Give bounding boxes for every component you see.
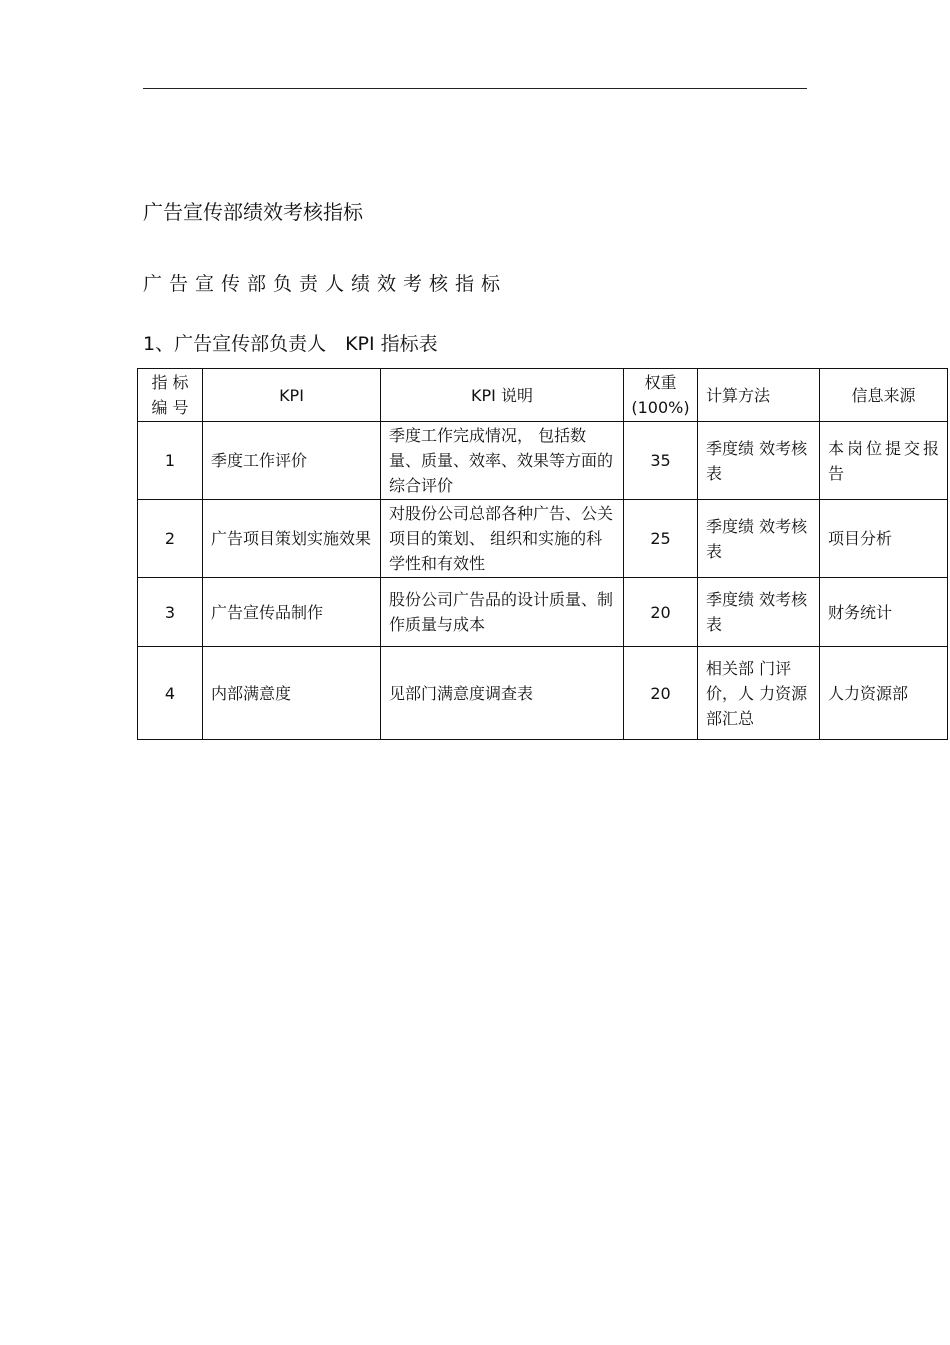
header-rule [143, 88, 807, 89]
header-description: KPI 说明 [381, 369, 624, 422]
cell-index: 3 [138, 578, 203, 647]
table-row [138, 647, 948, 740]
header-weight [624, 369, 698, 422]
header-index-line-2: 编 号 [151, 398, 189, 417]
cell-kpi: 广告项目策划实施效果 [203, 500, 381, 578]
cell-source: 财务统计 [820, 578, 948, 647]
table-header-row [138, 369, 948, 422]
header-source: 信息来源 [820, 369, 948, 422]
cell-weight: 20 [624, 647, 698, 740]
cell-method: 季度绩 效考核表 [698, 422, 820, 500]
table-caption: 1、广告宣传部负责人 KPI 指标表 [143, 333, 438, 355]
cell-kpi: 内部满意度 [203, 647, 381, 740]
cell-weight: 20 [624, 578, 698, 647]
cell-weight: 25 [624, 500, 698, 578]
header-kpi: KPI [203, 369, 381, 422]
header-weight-line-1: 权重 [644, 373, 677, 392]
header-index-line-1: 指 标 [151, 373, 189, 392]
table-row [138, 422, 948, 500]
cell-kpi: 广告宣传品制作 [203, 578, 381, 647]
cell-source: 人力资源部 [820, 647, 948, 740]
cell-index: 4 [138, 647, 203, 740]
document-subtitle: 广告宣传部负责人绩效考核指标 [143, 273, 508, 295]
cell-description: 股份公司广告品的设计质量、制作质量与成本 [381, 578, 624, 647]
kpi-table [137, 368, 948, 740]
cell-weight: 35 [624, 422, 698, 500]
cell-kpi: 季度工作评价 [203, 422, 381, 500]
header-method: 计算方法 [698, 369, 820, 422]
cell-method: 季度绩 效考核表 [698, 578, 820, 647]
cell-index: 1 [138, 422, 203, 500]
header-weight-line-2: (100%) [631, 398, 690, 417]
cell-method: 季度绩 效考核表 [698, 500, 820, 578]
cell-index: 2 [138, 500, 203, 578]
header-index [138, 369, 203, 422]
table-row [138, 500, 948, 578]
cell-source: 本岗位提交报告 [820, 422, 948, 500]
cell-description: 季度工作完成情况， 包括数量、质量、效率、效果等方面的综合评价 [381, 422, 624, 500]
cell-method: 相关部 门评价，人 力资源部汇总 [698, 647, 820, 740]
cell-source: 项目分析 [820, 500, 948, 578]
cell-description: 见部门满意度调查表 [381, 647, 624, 740]
cell-description: 对股份公司总部各种广告、公关项目的策划、 组织和实施的科学性和有效性 [381, 500, 624, 578]
document-title: 广告宣传部绩效考核指标 [143, 200, 363, 224]
table-row [138, 578, 948, 647]
